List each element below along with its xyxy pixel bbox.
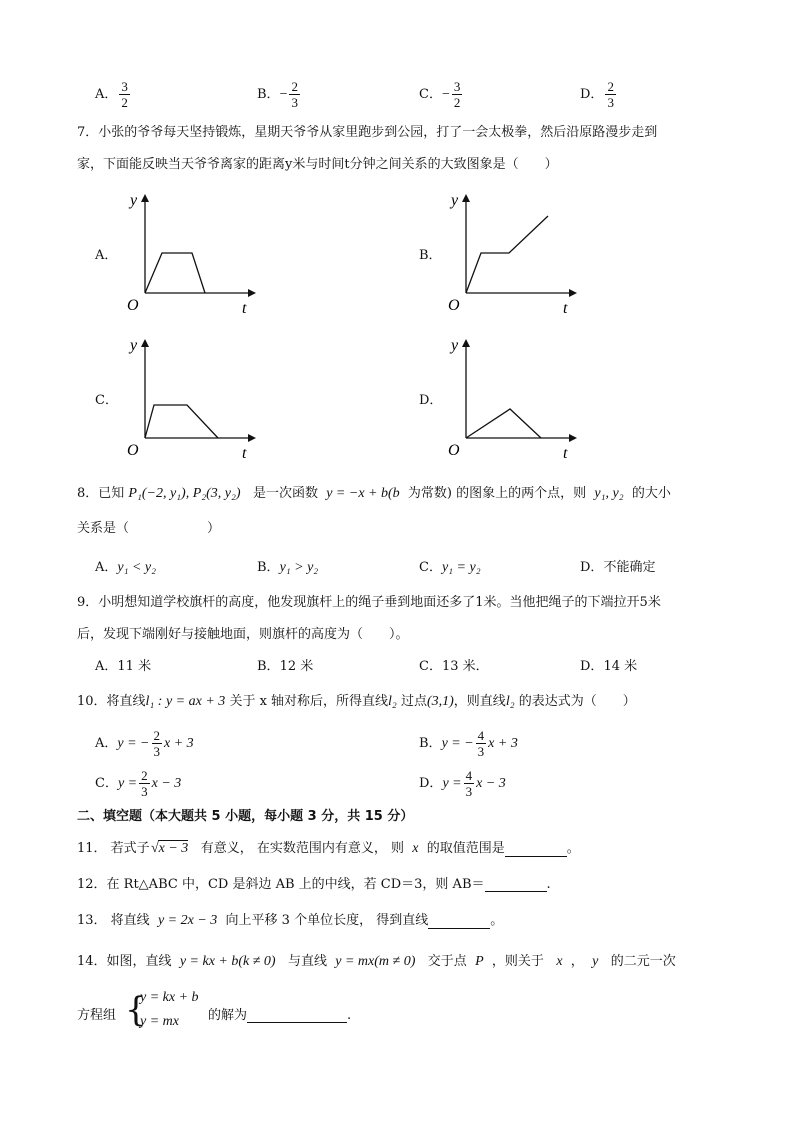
q6-option-sign: − (441, 87, 450, 102)
q10-option-post: x + 3 (164, 736, 194, 751)
graph-c-letter: C． (95, 393, 118, 408)
q8-mid: 是一次函数 (252, 486, 318, 501)
q10-option-b[interactable] (419, 728, 518, 759)
q14-eq1: y = kx + b (140, 990, 199, 1005)
section-2-heading: 二、填空题（本大题共 5 小题，每小题 3 分，共 15 分） (77, 809, 414, 824)
graph-c (120, 333, 260, 465)
q14-line2-prefix: 方程组 (77, 1008, 117, 1023)
q14-x: x (556, 954, 563, 969)
q14-line2-mid (208, 1004, 351, 1023)
q13-prefix: 13． 将直线 (77, 913, 150, 928)
q10-l1: l₁ : y = ax + 3 (145, 694, 226, 709)
q8-suffix: 的大小 (631, 486, 671, 501)
q8-option-letter: C． (419, 560, 442, 575)
q6-option-fraction-num: 2 (607, 79, 614, 94)
q8-option-c[interactable] (419, 556, 481, 576)
q14-p: P (475, 954, 484, 969)
graph-b (441, 188, 581, 320)
q10-option-a[interactable] (95, 728, 194, 759)
q10-option-fraction-den: 3 (465, 784, 473, 799)
q10-option-pre: y = (442, 776, 462, 791)
q9-option-a[interactable] (95, 655, 151, 674)
q14-mid2: 交于点 (427, 954, 467, 969)
q14-mid3: ，则关于 (491, 954, 544, 969)
q6-option-fraction-den: 3 (291, 95, 298, 110)
q13-answer-blank[interactable] (428, 914, 490, 929)
q10-option-fraction-den: 3 (153, 744, 160, 759)
q10-mid: 关于 x 轴对称后，所得直线 (229, 694, 389, 709)
q13-end: 。 (490, 913, 504, 928)
graph-a-origin: O (127, 297, 139, 314)
q10-option-fraction-num: 4 (465, 768, 473, 783)
q10-point: (3,1) (426, 694, 454, 709)
q6-option-fraction-num: 3 (121, 79, 128, 94)
q8-option-expr: y₁ > y₂ (279, 560, 319, 575)
q14-end: . (347, 1008, 352, 1023)
q6-option-letter: C． (419, 87, 442, 102)
q10-mid3: ，则直线 (453, 694, 506, 709)
q6-option-sign: − (279, 87, 288, 102)
q9-option-c[interactable] (419, 655, 489, 674)
q10-option-fraction (152, 728, 163, 759)
graph-c-x-label: t (242, 445, 247, 462)
q14-answer-blank[interactable] (247, 1008, 347, 1023)
q6-option-c[interactable] (419, 79, 464, 110)
q11-prefix: 11． 若式子 (77, 841, 150, 856)
q9-option-letter: C． (419, 659, 442, 674)
q14-mid: 与直线 (287, 954, 327, 969)
q10-option-fraction-den: 3 (477, 744, 485, 759)
q14-y: y (592, 954, 599, 969)
q10-l2b: l₂ (505, 694, 515, 709)
q8-option-a[interactable] (95, 556, 156, 576)
q9-option-text: 12 米 (279, 659, 314, 674)
q8-points: P₁(−2, y₁), P₂(3, y₂) (128, 486, 241, 501)
q8-vars: y₁, y₂ (594, 486, 624, 501)
q10-option-post: x + 3 (488, 736, 518, 751)
graph-a-y-label: y (130, 192, 138, 209)
q9-option-d[interactable] (580, 655, 637, 674)
question-10-line (77, 690, 636, 710)
q10-option-fraction (476, 728, 487, 759)
q8-option-expr: 不能确定 (603, 560, 656, 575)
q6-option-b[interactable] (257, 79, 302, 110)
q14-prefix: 14．如图，直线 (77, 954, 172, 969)
q6-option-letter: A． (95, 87, 118, 102)
q10-option-post: x − 3 (151, 776, 182, 791)
q12-end: . (546, 877, 551, 892)
q10-option-post: x − 3 (476, 776, 506, 791)
q10-mid2: 过点 (400, 694, 427, 709)
q6-option-fraction-den: 3 (607, 95, 614, 110)
q10-option-letter: C． (95, 776, 118, 791)
q10-option-letter: A． (95, 736, 118, 751)
q9-option-text: 13 米． (441, 659, 489, 674)
q14-l1: y = kx + b(k ≠ 0) (179, 954, 276, 969)
q6-option-fraction-den: 2 (121, 95, 128, 110)
q8-option-d[interactable] (580, 556, 655, 575)
graph-d-x-label: t (563, 445, 568, 462)
q6-option-fraction-num: 2 (291, 79, 298, 94)
q10-option-fraction-den: 3 (141, 784, 148, 799)
question-13 (77, 909, 503, 929)
question-12 (77, 873, 551, 892)
question-9-line-2: 后，发现下端刚好与接触地面，则旗杆的高度为（ ）。 (77, 627, 409, 642)
q11-sqrt: √x − 3 (150, 841, 189, 856)
q10-option-pre: y = (117, 776, 138, 791)
graph-c-y-label: y (130, 337, 138, 354)
q8-option-letter: A． (95, 560, 118, 575)
q6-option-fraction (605, 79, 616, 110)
q6-option-letter: B． (257, 87, 280, 102)
q14-l2: y = mx(m ≠ 0) (335, 954, 416, 969)
q14-brace: { (125, 990, 147, 1030)
q12-text: 12．在 Rt△ABC 中，CD 是斜边 AB 上的中线，若 CD＝3，则 AB＝ (77, 877, 485, 892)
q13-mid: 向上平移 3 个单位长度， 得到直线 (225, 913, 429, 928)
q6-option-a[interactable] (95, 79, 132, 110)
graph-b-y-label: y (451, 192, 459, 209)
q10-option-pre: y = − (441, 736, 474, 751)
q10-l2a: l₂ (388, 694, 397, 709)
graph-a-letter: A． (95, 248, 118, 263)
q9-option-letter: D． (580, 659, 604, 674)
graph-b-x-label: t (563, 300, 568, 317)
question-14-line-1 (77, 950, 676, 970)
q10-option-letter: D． (419, 776, 443, 791)
q10-option-pre: y = − (117, 736, 150, 751)
q10-option-fraction (139, 768, 150, 799)
q11-end: 。 (566, 841, 580, 856)
q9-option-text: 11 米 (117, 659, 152, 674)
q13-expr: y = 2x − 3 (157, 913, 218, 928)
q6-option-fraction (289, 79, 300, 110)
q6-option-fraction (119, 79, 130, 110)
q6-option-letter: D． (580, 87, 604, 102)
q6-option-fraction-num: 3 (453, 79, 461, 94)
graph-d-y-label: y (451, 337, 459, 354)
q11-suffix: 的取值范围是 (426, 841, 505, 856)
q14-suffix: 的二元一次 (610, 954, 676, 969)
q10-option-fraction-num: 2 (153, 728, 160, 743)
graph-a-x-label: t (242, 300, 247, 317)
q8-option-letter: B． (257, 560, 280, 575)
q8-option-expr: y₁ < y₂ (117, 560, 156, 575)
q9-option-text: 14 米 (603, 659, 638, 674)
graph-c-origin: O (127, 442, 139, 459)
q8-option-expr: y₁ = y₂ (441, 560, 481, 575)
q6-option-d[interactable] (580, 79, 618, 110)
q10-option-c[interactable] (95, 768, 181, 799)
q10-option-d[interactable] (419, 768, 506, 799)
q14-line2-mid-text: 的解为 (208, 1008, 248, 1023)
q14-comma: ， (570, 954, 584, 969)
q6-option-fraction (452, 79, 463, 110)
q11-radicand: x − 3 (158, 841, 189, 856)
graph-d-origin: O (448, 442, 460, 459)
q10-prefix: 10．将直线 (77, 694, 146, 709)
question-7-line-1: 7．小张的爷爷每天坚持锻炼，星期天爷爷从家里跑步到公园，打了一会太极拳，然后沿原路漫步走到 (77, 125, 658, 140)
q10-option-fraction-num: 2 (141, 768, 148, 783)
graph-d-letter: D． (419, 393, 443, 408)
q9-option-b[interactable] (257, 655, 313, 674)
graph-d (441, 333, 581, 465)
q8-mid2: 为常数) 的图象上的两个点，则 (407, 486, 587, 501)
question-8-line-2: 关系是（ ） (77, 521, 221, 536)
q11-mid: 有意义， 在实数范围内有意义， 则 (200, 841, 404, 856)
q11-answer-blank[interactable] (505, 842, 567, 857)
graph-b-origin: O (448, 297, 460, 314)
q12-answer-blank[interactable] (485, 877, 547, 892)
graph-b-letter: B． (419, 248, 442, 263)
question-8-line-1 (77, 482, 671, 502)
q10-option-fraction (464, 768, 475, 799)
q11-var: x (412, 841, 419, 856)
question-9-line-1: 9．小明想知道学校旗杆的高度，他发现旗杆上的绳子垂到地面还多了1米。当他把绳子的下端拉开5米 (77, 595, 661, 610)
q8-option-letter: D． (580, 560, 604, 575)
q6-option-fraction-den: 2 (453, 95, 461, 110)
question-7-line-2: 家，下面能反映当天爷爷离家的距离y米与时间t分钟之间关系的大致图象是（ ） (77, 157, 558, 172)
q9-option-letter: B． (257, 659, 280, 674)
graph-a (120, 188, 260, 320)
q10-suffix: 的表达式为（ ） (518, 694, 636, 709)
q10-option-fraction-num: 4 (477, 728, 485, 743)
q8-prefix: 8．已知 (77, 486, 125, 501)
q14-eq2: y = mx (140, 1014, 179, 1029)
q9-option-letter: A． (95, 659, 118, 674)
q8-option-b[interactable] (257, 556, 318, 576)
q8-func: y = −x + b(b (326, 486, 400, 501)
question-11 (77, 837, 580, 857)
q10-option-letter: B． (419, 736, 442, 751)
